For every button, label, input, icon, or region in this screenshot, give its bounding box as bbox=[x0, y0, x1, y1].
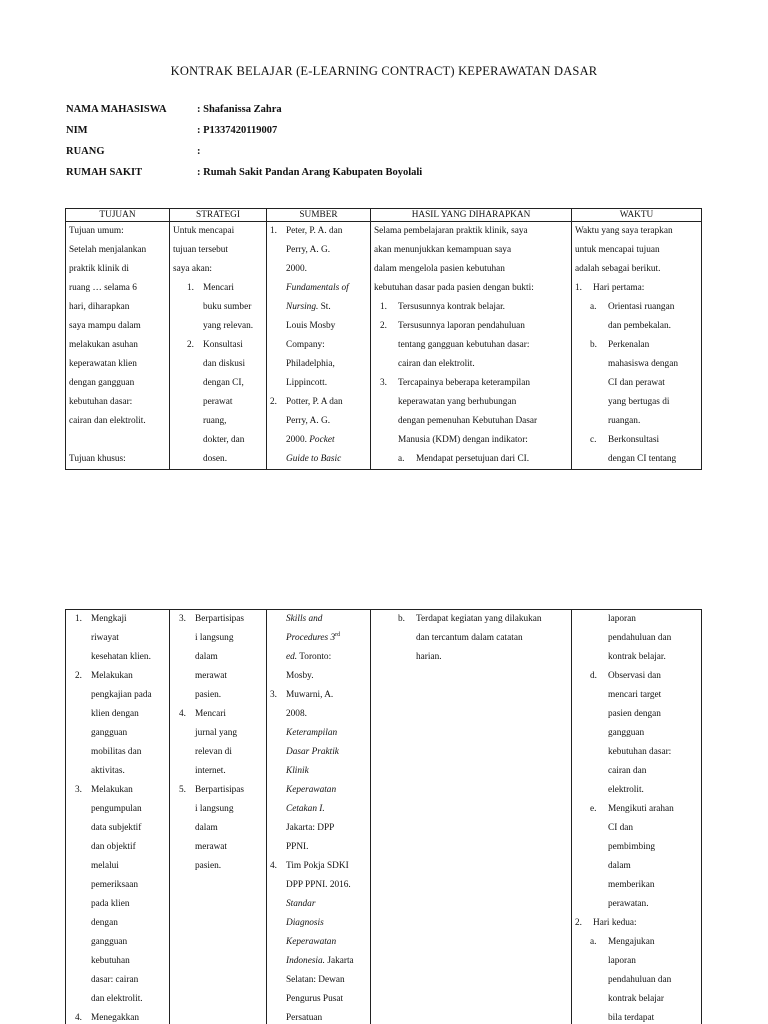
italic-text: Indonesia. bbox=[286, 956, 325, 966]
list-item bbox=[374, 374, 568, 450]
text-line: Hari kedua: bbox=[593, 918, 637, 928]
list-text bbox=[91, 667, 166, 781]
text-line: Company: bbox=[286, 340, 325, 350]
text-line: Muwarni, A. bbox=[286, 690, 334, 700]
text-line: PPNI. bbox=[286, 842, 309, 852]
text-line: Berpartisipas bbox=[195, 614, 245, 624]
text-line: Perry, A. G. bbox=[286, 416, 331, 426]
italic-text: Guide to Basic bbox=[286, 454, 342, 464]
list-number: 2. bbox=[380, 321, 387, 331]
text-line: dan pembekalan. bbox=[608, 321, 671, 331]
text-line: mahasiswa dengan bbox=[608, 359, 678, 369]
text-line: kesehatan klien. bbox=[91, 652, 151, 662]
list-item bbox=[374, 317, 568, 374]
text-line: Mengajukan bbox=[608, 937, 655, 947]
text-line: ruang, bbox=[203, 416, 227, 426]
italic-text: Standar bbox=[286, 899, 316, 909]
list-item bbox=[173, 610, 263, 705]
list-number: a. bbox=[590, 302, 597, 312]
text-line bbox=[286, 610, 367, 629]
text-line: dengan bbox=[91, 918, 118, 928]
text-line bbox=[286, 895, 367, 914]
text-line: Tujuan umum: bbox=[69, 226, 124, 236]
list-number: d. bbox=[590, 671, 597, 681]
list-item bbox=[575, 336, 698, 431]
list-item bbox=[575, 914, 698, 933]
list-number: 2. bbox=[575, 918, 582, 928]
list-item bbox=[173, 279, 263, 336]
list-item bbox=[374, 450, 568, 469]
list-text bbox=[286, 393, 367, 469]
text-line: Philadelphia, bbox=[286, 359, 335, 369]
text-line: dalam mengelola pasien kebutuhan bbox=[374, 264, 505, 274]
text-line: pembimbing bbox=[608, 842, 655, 852]
text-line: Orientasi ruangan bbox=[608, 302, 675, 312]
text-line: pemeriksaan bbox=[91, 880, 138, 890]
list-item bbox=[575, 279, 698, 298]
text-line: Menegakkan bbox=[91, 1013, 140, 1023]
list-number: 1. bbox=[270, 226, 277, 236]
text-line bbox=[286, 450, 367, 469]
text-line: CI dan bbox=[608, 823, 634, 833]
text-line: Berkonsultasi bbox=[608, 435, 660, 445]
list-item bbox=[374, 610, 568, 667]
text-line: pendahuluan dan bbox=[608, 975, 672, 985]
list-item bbox=[575, 800, 698, 914]
contract-table-page1 bbox=[65, 208, 702, 470]
list-number: 3. bbox=[270, 690, 277, 700]
text-line: dosen. bbox=[203, 454, 228, 464]
text-span: St. bbox=[318, 302, 331, 312]
list-number: 1. bbox=[187, 283, 194, 293]
list-number: 1. bbox=[75, 614, 82, 624]
cell-strategi bbox=[170, 610, 267, 1024]
cell-hasil bbox=[371, 222, 572, 470]
text-line: Selama pembelajaran praktik klinik, saya bbox=[374, 226, 528, 236]
text-line: dan diskusi bbox=[203, 359, 246, 369]
text-line: memberikan bbox=[608, 880, 655, 890]
text-line: cairan dan elektrolit. bbox=[69, 416, 146, 426]
list-item bbox=[173, 336, 263, 469]
italic-text: Klinik bbox=[286, 766, 309, 776]
text-line: saya akan: bbox=[173, 264, 212, 274]
info-value: : Shafanissa Zahra bbox=[197, 104, 282, 115]
italic-text: Fundamentals of bbox=[286, 283, 349, 293]
list-number: 3. bbox=[380, 378, 387, 388]
text-line: untuk mencapai tujuan bbox=[575, 245, 660, 255]
italic-text: ed. bbox=[286, 652, 298, 662]
text-line: Perkenalan bbox=[608, 340, 650, 350]
list-number: 5. bbox=[179, 785, 186, 795]
list-text bbox=[203, 336, 263, 469]
text-line: 2008. bbox=[286, 709, 307, 719]
text-line: data subjektif bbox=[91, 823, 142, 833]
text-line: Hari pertama: bbox=[593, 283, 645, 293]
text-line: praktik klinik di bbox=[69, 264, 129, 274]
text-line: saya mampu dalam bbox=[69, 321, 141, 331]
text-span: 2000. bbox=[286, 435, 310, 445]
list-text bbox=[91, 610, 166, 667]
text-line: Peter, P. A. dan bbox=[286, 226, 343, 236]
list-text bbox=[195, 610, 263, 705]
text-line: melalui bbox=[91, 861, 119, 871]
text-line: perawat bbox=[203, 397, 233, 407]
text-line: elektrolit. bbox=[608, 785, 644, 795]
text-line: gangguan bbox=[608, 728, 645, 738]
text-line: Mencari bbox=[203, 283, 234, 293]
text-line: dan elektrolit. bbox=[91, 994, 143, 1004]
text-line: gangguan bbox=[91, 728, 128, 738]
list-number: 4. bbox=[270, 861, 277, 871]
italic-text: Pocket bbox=[309, 435, 335, 445]
text-line: pengkajian pada bbox=[91, 690, 152, 700]
text-line: cairan dan bbox=[608, 766, 647, 776]
text-line: Melakukan bbox=[91, 671, 133, 681]
text-line: i langsung bbox=[195, 633, 234, 643]
info-value: : P1337420119007 bbox=[197, 125, 278, 136]
list-item bbox=[575, 933, 698, 1024]
text-line: laporan bbox=[608, 956, 636, 966]
table-row bbox=[66, 222, 702, 470]
list-number: e. bbox=[590, 804, 597, 814]
italic-text: Keterampilan bbox=[286, 728, 338, 738]
list-item bbox=[173, 705, 263, 781]
text-line: CI dan perawat bbox=[608, 378, 665, 388]
text-line: Tim Pokja SDKI bbox=[286, 861, 349, 871]
text-line bbox=[286, 933, 367, 952]
info-label: RUANG bbox=[66, 146, 105, 157]
list-text bbox=[416, 450, 568, 469]
waktu-continuation bbox=[575, 610, 698, 667]
list-number: c. bbox=[590, 435, 597, 445]
list-number: a. bbox=[590, 937, 597, 947]
text-line: Waktu yang saya terapkan bbox=[575, 226, 673, 236]
text-line: Tersusunnya kontrak belajar. bbox=[398, 302, 506, 312]
text-line: i langsung bbox=[195, 804, 234, 814]
list-item bbox=[575, 298, 698, 336]
text-line: cairan dan elektrolit. bbox=[398, 359, 475, 369]
document-title: KONTRAK BELAJAR (E-LEARNING CONTRACT) KEPERAWATAN DASAR bbox=[170, 64, 598, 78]
text-line: dasar: cairan bbox=[91, 975, 139, 985]
list-item bbox=[173, 781, 263, 876]
text-line bbox=[286, 648, 367, 667]
text-line: Lippincott. bbox=[286, 378, 328, 388]
list-number: 4. bbox=[179, 709, 186, 719]
text-line: relevan di bbox=[195, 747, 232, 757]
list-text bbox=[398, 298, 568, 317]
text-line: Manusia (KDM) dengan indikator: bbox=[398, 435, 528, 445]
list-item bbox=[270, 222, 367, 393]
text-line: mobilitas dan bbox=[91, 747, 142, 757]
list-item bbox=[575, 431, 698, 469]
text-line bbox=[286, 279, 367, 298]
text-line: hari, diharapkan bbox=[69, 302, 130, 312]
text-line: Konsultasi bbox=[203, 340, 243, 350]
list-number: 3. bbox=[75, 785, 82, 795]
text-line: dalam bbox=[195, 652, 218, 662]
list-item bbox=[374, 298, 568, 317]
text-line: kebutuhan dasar: bbox=[608, 747, 672, 757]
text-line: dengan gangguan bbox=[69, 378, 135, 388]
text-line: harian. bbox=[416, 652, 442, 662]
list-text bbox=[398, 374, 568, 450]
text-line: merawat bbox=[195, 842, 228, 852]
list-text bbox=[608, 667, 698, 800]
list-text bbox=[608, 800, 698, 914]
text-line: Louis Mosby bbox=[286, 321, 336, 331]
text-line: tujuan tersebut bbox=[173, 245, 228, 255]
list-number: b. bbox=[398, 614, 405, 624]
list-text bbox=[286, 222, 367, 393]
text-line: Selatan: Dewan bbox=[286, 975, 345, 985]
list-number: 2. bbox=[75, 671, 82, 681]
text-line: gangguan bbox=[91, 937, 128, 947]
text-line bbox=[286, 914, 367, 933]
italic-text: Keperawatan bbox=[286, 785, 337, 795]
text-line: buku sumber bbox=[203, 302, 252, 312]
text-line: dengan pemenuhan Kebutuhan Dasar bbox=[398, 416, 538, 426]
text-line: ruang … selama 6 bbox=[69, 283, 137, 293]
text-line: Persatuan bbox=[286, 1013, 323, 1023]
text-line: internet. bbox=[195, 766, 226, 776]
text-line bbox=[286, 629, 367, 648]
italic-text: Diagnosis bbox=[286, 918, 324, 928]
list-number: 2. bbox=[187, 340, 194, 350]
text-line: perawatan. bbox=[608, 899, 649, 909]
text-line: Mendapat persetujuan dari CI. bbox=[416, 454, 530, 464]
list-text bbox=[91, 1009, 166, 1024]
text-line: kontrak belajar bbox=[608, 994, 665, 1004]
text-line: kontrak belajar. bbox=[608, 652, 666, 662]
info-value: : bbox=[197, 146, 201, 157]
list-text bbox=[608, 336, 698, 431]
text-line: pasien. bbox=[195, 861, 222, 871]
text-line: dengan CI, bbox=[203, 378, 244, 388]
text-span: Toronto: bbox=[297, 652, 332, 662]
text-line: klien dengan bbox=[91, 709, 139, 719]
cell-strategi bbox=[170, 222, 267, 470]
text-line: dalam bbox=[195, 823, 218, 833]
list-text bbox=[593, 279, 698, 298]
text-line bbox=[286, 724, 367, 743]
text-line: Potter, P. A dan bbox=[286, 397, 343, 407]
text-line: adalah sebagai berikut. bbox=[575, 264, 661, 274]
cell-tujuan bbox=[66, 610, 170, 1024]
text-line: 2000. bbox=[286, 264, 307, 274]
header-tujuan: TUJUAN bbox=[66, 209, 170, 222]
italic-text: Keperawatan bbox=[286, 937, 337, 947]
text-line: Tercapainya beberapa keterampilan bbox=[398, 378, 531, 388]
text-line bbox=[286, 952, 367, 971]
list-number: 1. bbox=[380, 302, 387, 312]
text-line: dan tercantum dalam catatan bbox=[416, 633, 523, 643]
text-line: aktivitas. bbox=[91, 766, 125, 776]
text-line bbox=[286, 762, 367, 781]
text-line: Mencari bbox=[195, 709, 226, 719]
text-line: kebutuhan bbox=[91, 956, 130, 966]
text-line: Terdapat kegiatan yang dilakukan bbox=[416, 614, 542, 624]
text-line: yang bertugas di bbox=[608, 397, 670, 407]
text-line: ruangan. bbox=[608, 416, 641, 426]
header-sumber: SUMBER bbox=[267, 209, 371, 222]
text-line: Melakukan bbox=[91, 785, 133, 795]
list-number: a. bbox=[398, 454, 405, 464]
italic-text: Cetakan I. bbox=[286, 804, 325, 814]
text-line: kebutuhan dasar: bbox=[69, 397, 133, 407]
list-item bbox=[69, 781, 166, 1009]
list-text bbox=[91, 781, 166, 1009]
list-text bbox=[398, 317, 568, 374]
list-text bbox=[195, 705, 263, 781]
text-line: bila terdapat bbox=[608, 1013, 655, 1023]
text-line: riwayat bbox=[91, 633, 119, 643]
text-line: merawat bbox=[195, 671, 228, 681]
text-line: Setelah menjalankan bbox=[69, 245, 147, 255]
list-text bbox=[195, 781, 263, 876]
list-number: b. bbox=[590, 340, 597, 350]
text-line: keperawatan yang berhubungan bbox=[398, 397, 517, 407]
text-line: Mengikuti arahan bbox=[608, 804, 674, 814]
text-line: keperawatan klien bbox=[69, 359, 137, 369]
text-span: Jakarta bbox=[325, 956, 354, 966]
superscript: rd bbox=[335, 631, 341, 638]
info-value: : Rumah Sakit Pandan Arang Kabupaten Boyolali bbox=[197, 167, 423, 178]
header-hasil: HASIL YANG DIHARAPKAN bbox=[371, 209, 572, 222]
list-item bbox=[270, 857, 367, 1024]
text-line bbox=[286, 431, 367, 450]
text-line: dengan CI tentang bbox=[608, 454, 677, 464]
contract-table-page2 bbox=[65, 609, 702, 1024]
cell-waktu bbox=[572, 222, 702, 470]
text-line: Berpartisipas bbox=[195, 785, 245, 795]
list-text bbox=[608, 431, 698, 469]
list-item bbox=[69, 1009, 166, 1024]
list-text bbox=[416, 610, 568, 667]
list-item bbox=[270, 686, 367, 857]
list-item bbox=[69, 610, 166, 667]
text-line: Jakarta: DPP bbox=[286, 823, 335, 833]
italic-text: Skills and bbox=[286, 614, 323, 624]
text-line: Mosby. bbox=[286, 671, 314, 681]
list-item bbox=[575, 667, 698, 800]
text-line bbox=[286, 800, 367, 819]
italic-text: Nursing. bbox=[286, 302, 319, 312]
cell-hasil bbox=[371, 610, 572, 1024]
text-line: pada klien bbox=[91, 899, 130, 909]
table-row bbox=[66, 610, 702, 1024]
header-strategi: STRATEGI bbox=[170, 209, 267, 222]
info-label: NIM bbox=[66, 125, 88, 136]
text-line: Observasi dan bbox=[608, 671, 661, 681]
text-line: dalam bbox=[608, 861, 631, 871]
info-label: RUMAH SAKIT bbox=[66, 167, 143, 178]
text-line: yang relevan. bbox=[203, 321, 254, 331]
list-text bbox=[608, 933, 698, 1024]
list-number: 2. bbox=[270, 397, 277, 407]
text-line: kebutuhan dasar pada pasien dengan bukti: bbox=[374, 283, 534, 293]
text-line: dan objektif bbox=[91, 842, 136, 852]
cell-waktu bbox=[572, 610, 702, 1024]
text-line: pasien. bbox=[195, 690, 222, 700]
header-waktu: WAKTU bbox=[572, 209, 702, 222]
text-line: Tersusunnya laporan pendahuluan bbox=[398, 321, 525, 331]
text-line bbox=[286, 781, 367, 800]
list-text bbox=[608, 298, 698, 336]
list-text bbox=[593, 914, 698, 933]
text-line: dokter, dan bbox=[203, 435, 245, 445]
text-line bbox=[286, 298, 367, 317]
italic-text: Procedures 3 bbox=[286, 633, 336, 643]
list-item bbox=[69, 667, 166, 781]
source-continuation bbox=[270, 610, 367, 686]
text-line: Untuk mencapai bbox=[173, 226, 235, 236]
list-text bbox=[203, 279, 263, 336]
text-line: mencari target bbox=[608, 690, 662, 700]
text-line bbox=[286, 743, 367, 762]
cell-tujuan bbox=[66, 222, 170, 470]
text-line: melakukan asuhan bbox=[69, 340, 138, 350]
text-line: DPP PPNI. 2016. bbox=[286, 880, 351, 890]
text-line: Pengurus Pusat bbox=[286, 994, 344, 1004]
list-number: 1. bbox=[575, 283, 582, 293]
cell-sumber bbox=[267, 610, 371, 1024]
list-text bbox=[286, 857, 367, 1024]
spacer bbox=[69, 431, 166, 450]
text-line: pengumpulan bbox=[91, 804, 142, 814]
info-label: NAMA MAHASISWA bbox=[66, 104, 167, 115]
text-line: pasien dengan bbox=[608, 709, 661, 719]
text-line: pendahuluan dan bbox=[608, 633, 672, 643]
italic-text: Dasar Praktik bbox=[286, 747, 339, 757]
text-line: tentang gangguan kebutuhan dasar: bbox=[398, 340, 530, 350]
text-line: Perry, A. G. bbox=[286, 245, 331, 255]
cell-sumber bbox=[267, 222, 371, 470]
text-line: laporan bbox=[608, 614, 636, 624]
list-number: 3. bbox=[179, 614, 186, 624]
list-number: 4. bbox=[75, 1013, 82, 1023]
text-line: akan menunjukkan kemampuan saya bbox=[374, 245, 512, 255]
text-line: jurnal yang bbox=[195, 728, 238, 738]
text-line: Mengkaji bbox=[91, 614, 127, 624]
list-text bbox=[286, 686, 367, 857]
text-line: Tujuan khusus: bbox=[69, 454, 126, 464]
table-header-row bbox=[66, 209, 702, 222]
list-item bbox=[270, 393, 367, 469]
